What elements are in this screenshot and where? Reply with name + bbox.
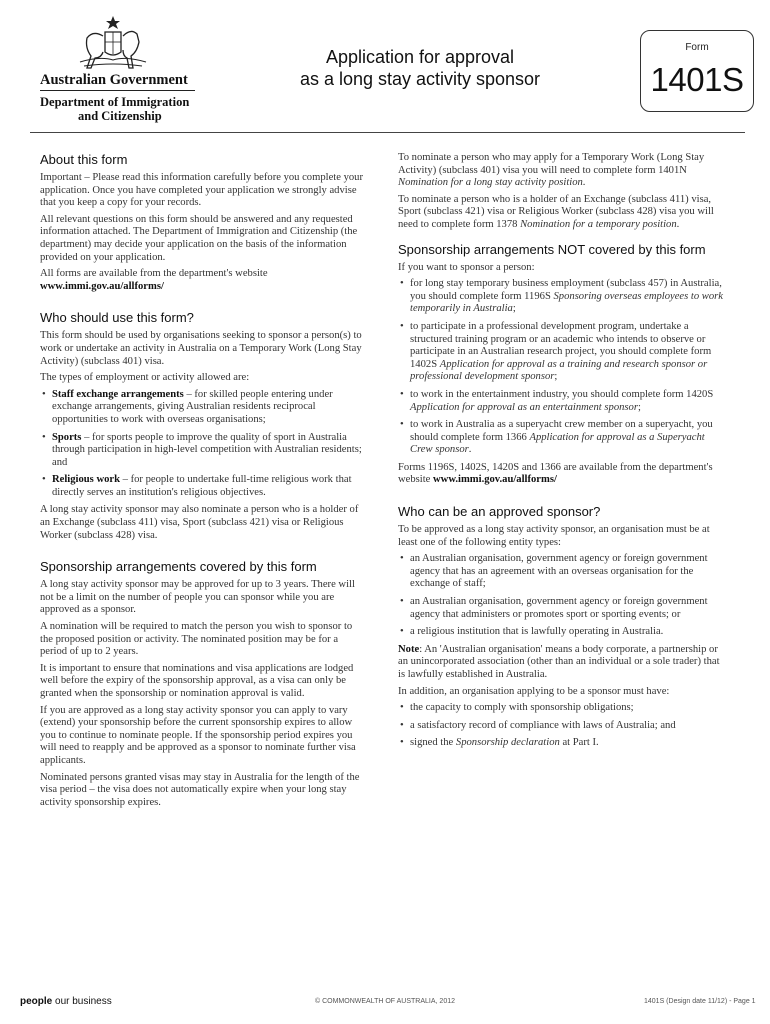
covered-p1: A long stay activity sponsor may be approved for up to 3 years. There will not be a limit on the number of people you can sponsor while you are approved as a sponsor. bbox=[40, 579, 355, 616]
list-item: • an Australian organisation, government agency or foreign government agency that has an agreement with an overseas organisation for the exchange of staff; bbox=[398, 553, 728, 591]
title-line-2: as a long stay activity sponsor bbox=[299, 69, 541, 89]
list-item: • the capacity to comply with sponsorship obligations; bbox=[398, 702, 728, 715]
tagline-bold: people bbox=[20, 996, 53, 1007]
note-label: Note bbox=[398, 643, 420, 655]
government-name: Australian Government bbox=[40, 72, 188, 88]
intro-p2-end: . bbox=[676, 218, 680, 230]
page-title bbox=[270, 46, 570, 90]
footer-tagline bbox=[20, 996, 112, 1007]
about-p2: All relevant questions on this form should be answered and any requested information attached. The Department of Immigration and Citizenship (the department) may decide your application on the basis of the information provided on your application. bbox=[40, 213, 358, 263]
divider bbox=[40, 90, 195, 91]
approved-heading: Who can be an approved sponsor? bbox=[398, 504, 601, 520]
item-end: ; bbox=[637, 401, 641, 413]
item-bold: Sports bbox=[52, 431, 82, 443]
department-line-2: and Citizenship bbox=[78, 109, 162, 123]
item-end: . bbox=[468, 444, 472, 456]
intro-p1 bbox=[398, 152, 728, 190]
list-item bbox=[398, 321, 728, 384]
form-number-box bbox=[640, 30, 754, 112]
entity-list bbox=[398, 553, 728, 639]
list-item: • a satisfactory record of compliance with laws of Australia; and bbox=[398, 720, 728, 733]
about-heading: About this form bbox=[40, 152, 128, 167]
tagline-rest: our business bbox=[52, 996, 112, 1007]
list-item bbox=[398, 278, 728, 316]
item-italic: Application for approval as an entertainment sponsor bbox=[410, 401, 638, 413]
list-item bbox=[40, 432, 365, 470]
covered-p5: Nominated persons granted visas may stay in Australia for the length of the visa period – the visa does not automatically expire when your long stay activity sponsorship expires. bbox=[40, 771, 360, 808]
item-italic: Sponsoring overseas employees to work temporarily in Australia bbox=[410, 290, 723, 315]
not-covered-list bbox=[398, 278, 728, 457]
item-italic: Application for approval as a Superyacht Crew sponsor bbox=[410, 431, 705, 456]
who-p3: A long stay activity sponsor may also nominate a person who is a holder of an Exchange (subclass 411) visa, Sport (subclass 421) visa or Religious Worker (subclass 428) visa. bbox=[40, 504, 359, 541]
list-item bbox=[40, 389, 365, 427]
list-item bbox=[40, 474, 365, 499]
activity-list bbox=[40, 389, 365, 500]
item-italic: Sponsorship declaration bbox=[455, 737, 560, 749]
list-item bbox=[398, 389, 728, 414]
item-end: ; bbox=[512, 303, 516, 315]
about-p3-text: All forms are available from the department's website bbox=[40, 268, 268, 280]
item-text: to work in Australia as a superyacht crew member on a superyacht, you should complete form 1366 bbox=[410, 419, 713, 443]
department-name bbox=[40, 95, 200, 123]
footer-copyright: © COMMONWEALTH OF AUSTRALIA, 2012 bbox=[315, 998, 455, 1005]
approved-lead-2: In addition, an organisation applying to be a sponsor must have: bbox=[398, 685, 670, 697]
approved-lead: To be approved as a long stay activity sponsor, an organisation must be at least one of the following entity types: bbox=[398, 524, 710, 548]
list-item: • a religious institution that is lawfully operating in Australia. bbox=[398, 626, 728, 639]
item-text: for long stay temporary business employment (subclass 457) in Australia, you should complete form 1196S bbox=[410, 278, 722, 302]
form-number: 1401S bbox=[650, 61, 744, 98]
list-item bbox=[398, 737, 728, 750]
item-text: – for skilled people entering under exchange arrangements, giving Australian residents reciprocal opportunities to work with overseas organisations; bbox=[52, 388, 333, 425]
not-covered-heading: Sponsorship arrangements NOT covered by this form bbox=[398, 241, 706, 257]
covered-p4: If you are approved as a long stay activity sponsor you can apply to vary (extend) your sponsorship before the current sponsorship expires to allow you to continue to nominate people. If the sponsorship period expires you will need to reapply and be approved as a sponsor to nominate further visa applicants. bbox=[40, 704, 356, 766]
covered-heading: Sponsorship arrangements covered by this form bbox=[40, 559, 317, 575]
item-bold: Staff exchange arrangements bbox=[52, 388, 184, 400]
note-text: : An 'Australian organisation' means a body corporate, a partnership or an unincorporated association (other than an individual or a sole trader) that is lawfully established in Australia. bbox=[398, 643, 720, 680]
item-italic: Application for approval as a training and research sponsor or professional development sponsor bbox=[410, 358, 708, 383]
forms-availability bbox=[398, 462, 728, 487]
list-item: • an Australian organisation, government agency or foreign government agency that administers or promotes sport or sporting events; or bbox=[398, 596, 728, 621]
allforms-link-2[interactable]: www.immi.gov.au/allforms/ bbox=[433, 474, 557, 486]
footer-page-number: 1401S (Design date 11/12) - Page 1 bbox=[644, 998, 756, 1005]
item-text: to participate in a professional development program, undertake a structured training program or an academic who intends to observe or participate in an Australian research project, you should complete form 1402S bbox=[410, 320, 712, 370]
department-line-1: Department of Immigration bbox=[40, 95, 190, 109]
forms-text: Forms 1196S, 1402S, 1420S and 1366 are available from the department's website bbox=[398, 461, 713, 486]
coat-of-arms-logo bbox=[70, 14, 156, 74]
item-end: at Part I. bbox=[559, 737, 599, 749]
who-heading: Who should use this form? bbox=[40, 310, 194, 326]
form-label: Form bbox=[685, 42, 709, 53]
header-divider bbox=[30, 132, 745, 133]
form-1378-title: Nomination for a temporary position bbox=[520, 218, 677, 230]
item-text: to work in the entertainment industry, you should complete form 1420S bbox=[410, 388, 714, 400]
who-p2: The types of employment or activity allowed are: bbox=[40, 372, 250, 384]
about-p1: Important – Please read this information carefully before you complete your application. Once you have completed your application we strongly advise that you keep a copy for your records. bbox=[40, 172, 364, 209]
about-p3 bbox=[40, 268, 365, 293]
right-column bbox=[398, 152, 728, 755]
item-text: – for sports people to improve the quality of sport in Australia through participation in high-level competition with Australian residents; and bbox=[52, 431, 362, 468]
item-text: signed the bbox=[410, 737, 456, 749]
intro-p1-end: . bbox=[582, 177, 586, 189]
intro-p1-text: To nominate a person who may apply for a Temporary Work (Long Stay Activity) (subclass 401) visa you will need to complete form 1401N bbox=[398, 152, 705, 176]
intro-p2-text: To nominate a person who is a holder of an Exchange (subclass 411) visa, Sport (subclass 421) visa or Religious Worker (subclass 428) visa you will need to complete form 1378 bbox=[398, 193, 714, 230]
item-end: ; bbox=[554, 371, 558, 383]
covered-p2: A nomination will be required to match the person you wish to sponsor to the proposed position or activity. The nominated position may be for a period of up to 2 years. bbox=[40, 621, 353, 658]
item-bold: Religious work bbox=[52, 474, 120, 486]
item-text: – for people to undertake full-time religious work that directly serves an institution's religious objectives. bbox=[52, 474, 352, 498]
who-p1: This form should be used by organisations seeking to sponsor a person(s) to work or undertake an activity in Australia on a Temporary Work (Long Stay Activity) (subclass 401) visa. bbox=[40, 330, 362, 367]
form-1401n-title: Nomination for a long stay activity position bbox=[398, 177, 583, 189]
note bbox=[398, 644, 728, 682]
title-line-1: Application for approval bbox=[325, 47, 515, 67]
intro-p2 bbox=[398, 194, 728, 232]
left-column bbox=[40, 152, 365, 813]
allforms-link[interactable]: www.immi.gov.au/allforms/ bbox=[40, 280, 164, 292]
covered-p3: It is important to ensure that nominations and visa applications are lodged well before the expiry of the sponsorship approval, as a visa can only be granted when the sponsorship or nomination approval is valid. bbox=[40, 662, 354, 699]
list-item bbox=[398, 419, 728, 457]
not-covered-lead: If you want to sponsor a person: bbox=[398, 261, 535, 273]
requirements-list bbox=[398, 702, 728, 750]
